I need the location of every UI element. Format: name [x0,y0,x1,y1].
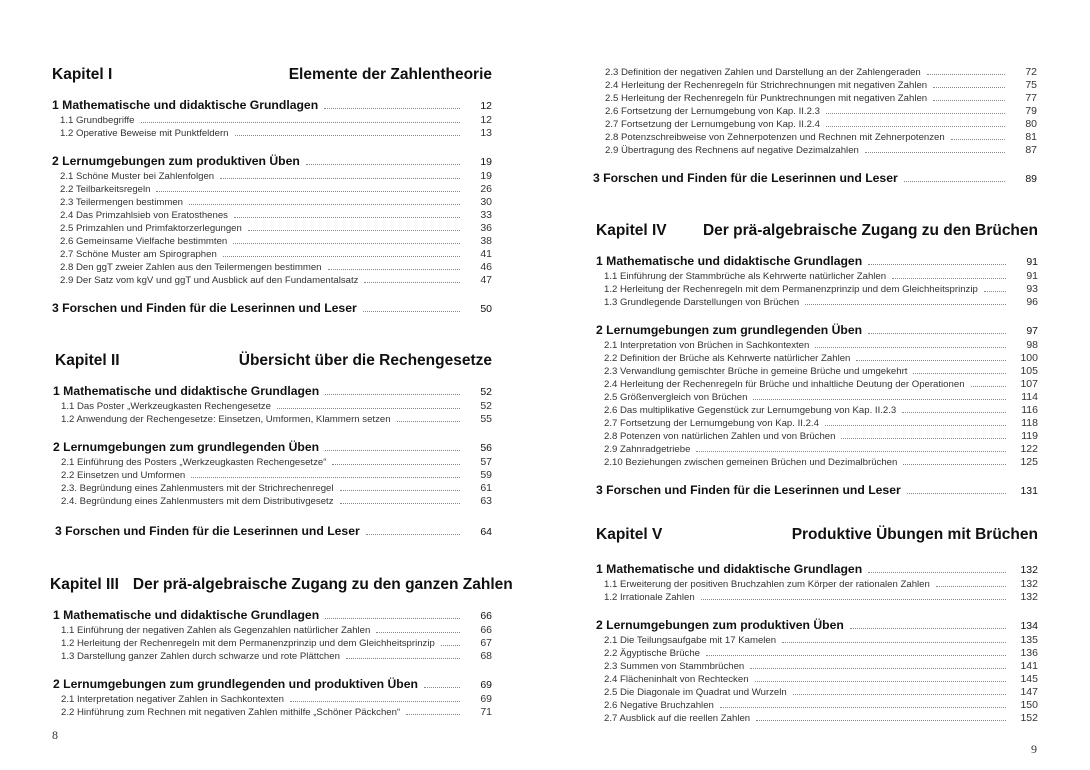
chapter-heading [596,222,1038,240]
chapter-title: Produktive Übungen mit Brüchen [791,526,1038,543]
toc-section-entry[interactable]: 1 Mathematische und didaktische Grundlagen 12 [52,98,492,112]
toc-section [52,154,492,287]
toc-entry[interactable]: 2.3 Summen von Stammbrüchen 141 [604,660,1038,672]
chapter-4 [596,222,1038,511]
toc-section [596,618,1038,725]
page-ref: 12 [480,114,492,126]
page-ref: 13 [480,127,492,139]
toc-entry[interactable]: 2.6 Fortsetzung der Lernumgebung von Kap. II.2.3 79 [605,105,1037,117]
toc-section-entry[interactable]: 2 Lernumgebungen zum grundlegenden Üben 56 [53,440,492,454]
toc-section [55,524,492,540]
chapter-label: Kapitel I [52,66,113,83]
toc-section-entry[interactable]: 1 Mathematische und didaktische Grundlagen 52 [53,384,492,398]
toc-page-right [545,0,1090,770]
toc-section [53,440,492,508]
toc-section-entry[interactable]: 3 Forschen und Finden für die Leserinnen und Leser 89 [593,171,1037,185]
toc-entry[interactable]: 2.1 Einführung des Posters „Werkzeugkasten Rechengesetze“ 57 [61,456,492,468]
toc-section-entry[interactable]: 1 Mathematische und didaktische Grundlagen 91 [596,254,1038,268]
toc-entry[interactable]: 1.1 Das Poster „Werkzeugkasten Rechengesetze 52 [61,400,492,412]
toc-section-entry[interactable]: 2 Lernumgebungen zum grundlegenden Üben 97 [596,323,1038,337]
toc-entry[interactable]: 2.6 Negative Bruchzahlen 150 [604,699,1038,711]
toc-entry[interactable]: 2.2 Einsetzen und Umformen 59 [61,469,492,481]
toc-section-entry[interactable]: 2 Lernumgebungen zum grundlegenden und produktiven Üben 69 [53,677,492,691]
chapter-3-continued [593,66,1037,199]
toc-entry[interactable]: 2.6 Gemeinsame Vielfache bestimmten 38 [60,235,492,247]
toc-entry[interactable]: 2.8 Den ggT zweier Zahlen aus den Teilermengen bestimmen 46 [60,261,492,273]
toc-section [53,677,492,719]
toc-entry[interactable]: 2.4 Herleitung der Rechenregeln für Strichrechnungen mit negativen Zahlen 75 [605,79,1037,91]
toc-entry[interactable]: 1.2 Operative Beweise mit Punktfeldern 13 [60,127,492,139]
toc-entry[interactable]: 2.8 Potenzen von natürlichen Zahlen und von Brüchen 119 [604,430,1038,442]
toc-section [53,608,492,663]
toc-entry[interactable]: 2.5 Größenvergleich von Brüchen 114 [604,391,1038,403]
chapter-title: Übersicht über die Rechengesetze [238,352,492,369]
chapter-label: Kapitel IV [596,222,667,239]
toc-section [52,301,492,317]
chapter-heading [55,352,492,370]
toc-entry[interactable]: 2.1 Interpretation von Brüchen in Sachkontexten 98 [604,339,1038,351]
toc-entry[interactable]: 1.3 Darstellung ganzer Zahlen durch schwarze und rote Plättchen 68 [61,650,492,662]
chapter-3 [50,576,513,731]
toc-entry[interactable]: 2.2 Definition der Brüche als Kehrwerte natürlicher Zahlen 100 [604,352,1038,364]
chapter-5 [596,526,1038,737]
toc-entry[interactable]: 2.2 Teilbarkeitsregeln 26 [60,183,492,195]
toc-entry[interactable]: 2.7 Schöne Muster am Spirographen 41 [60,248,492,260]
toc-entry[interactable]: 2.3 Verwandlung gemischter Brüche in gemeine Brüche und umgekehrt 105 [604,365,1038,377]
toc-entry[interactable]: 2.1 Die Teilungsaufgabe mit 17 Kamelen 135 [604,634,1038,646]
toc-section [52,98,492,140]
chapter-heading [596,526,1038,544]
toc-entry[interactable]: 2.1 Interpretation negativer Zahlen in Sachkontexten 69 [61,693,492,705]
toc-section [597,66,1037,157]
page-ref: 19 [480,156,492,168]
toc-entry[interactable]: 2.9 Der Satz vom kgV und ggT und Ausblick auf den Fundamentalsatz 47 [60,274,492,286]
toc-entry[interactable]: 2.8 Potenzschreibweise von Zehnerpotenzen und Rechnen mit Zehnerpotenzen 81 [605,131,1037,143]
chapter-title: Elemente der Zahlentheorie [288,66,492,83]
chapter-label: Kapitel II [55,352,120,369]
chapter-title: Der prä-algebraische Zugang zu den ganzen Zahlen [132,576,513,593]
toc-entry[interactable]: 1.1 Grundbegriffe 12 [60,114,492,126]
toc-entry[interactable]: 2.9 Übertragung des Rechnens auf negative Dezimalzahlen 87 [605,144,1037,156]
toc-section-entry[interactable]: 3 Forschen und Finden für die Leserinnen und Leser 64 [55,524,492,538]
chapter-label: Kapitel III [50,576,119,593]
toc-entry[interactable]: 2.4 Flächeninhalt von Rechtecken 145 [604,673,1038,685]
toc-entry[interactable]: 2.3. Begründung eines Zahlenmusters mit der Strichrechenregel 61 [61,482,492,494]
toc-entry[interactable]: 2.9 Zahnradgetriebe 122 [604,443,1038,455]
toc-entry[interactable]: 2.2 Ägyptische Brüche 136 [604,647,1038,659]
toc-section [596,562,1038,604]
page-number-right: 9 [1031,742,1037,756]
toc-entry[interactable]: 2.5 Primzahlen und Primfaktorzerlegungen 36 [60,222,492,234]
toc-entry[interactable]: 1.2 Anwendung der Rechengesetze: Einsetzen, Umformen, Klammern setzen 55 [61,413,492,425]
toc-entry[interactable]: 1.1 Erweiterung der positiven Bruchzahlen zum Körper der rationalen Zahlen 132 [604,578,1038,590]
toc-entry[interactable]: 2.7 Fortsetzung der Lernumgebung von Kap. II.2.4 80 [605,118,1037,130]
chapter-heading [52,66,492,84]
toc-entry[interactable]: 1.2 Herleitung der Rechenregeln mit dem Permanenzprinzip und dem Gleichheitsprinzip 67 [61,637,492,649]
toc-section-entry[interactable]: 3 Forschen und Finden für die Leserinnen und Leser 131 [596,483,1038,497]
toc-entry[interactable]: 2.2 Hinführung zum Rechnen mit negativen Zahlen mithilfe „Schöner Päckchen“ 71 [61,706,492,718]
toc-section [53,384,492,426]
toc-entry[interactable]: 2.7 Fortsetzung der Lernumgebung von Kap. II.2.4 118 [604,417,1038,429]
toc-entry[interactable]: 1.2 Herleitung der Rechenregeln mit dem Permanenzprinzip und dem Gleichheitsprinzip 93 [604,283,1038,295]
toc-entry[interactable]: 2.5 Herleitung der Rechenregeln für Punktrechnungen mit negativen Zahlen 77 [605,92,1037,104]
toc-entry[interactable]: 2.4. Begründung eines Zahlenmusters mit dem Distributivgesetz 63 [61,495,492,507]
toc-entry[interactable]: 2.7 Ausblick auf die reellen Zahlen 152 [604,712,1038,724]
toc-section-entry[interactable]: 1 Mathematische und didaktische Grundlagen 66 [53,608,492,622]
toc-section [596,483,1038,499]
page-number-left: 8 [52,728,58,742]
toc-entry[interactable]: 2.4 Herleitung der Rechenregeln für Brüche und inhaltliche Deutung der Operationen 107 [604,378,1038,390]
toc-entry[interactable]: 2.3 Teilermengen bestimmen 30 [60,196,492,208]
toc-section [593,171,1037,187]
chapter-heading [50,576,513,594]
toc-entry[interactable]: 2.4 Das Primzahlsieb von Eratosthenes 33 [60,209,492,221]
page-ref: 12 [480,100,492,112]
toc-entry[interactable]: 1.2 Irrationale Zahlen 132 [604,591,1038,603]
toc-section-entry[interactable]: 2 Lernumgebungen zum produktiven Üben 19 [52,154,492,168]
toc-entry[interactable]: 2.3 Definition der negativen Zahlen und Darstellung an der Zahlengeraden 72 [605,66,1037,78]
toc-section [596,254,1038,309]
toc-entry[interactable]: 2.5 Die Diagonale im Quadrat und Wurzeln 147 [604,686,1038,698]
chapter-2 [55,352,492,552]
toc-entry[interactable]: 2.6 Das multiplikative Gegenstück zur Lernumgebung von Kap. II.2.3 116 [604,404,1038,416]
toc-entry[interactable]: 1.3 Grundlegende Darstellungen von Brüchen 96 [604,296,1038,308]
chapter-label: Kapitel V [596,526,663,543]
toc-entry[interactable]: 2.1 Schöne Muster bei Zahlenfolgen 19 [60,170,492,182]
toc-entry[interactable]: 1.1 Einführung der negativen Zahlen als Gegenzahlen natürlicher Zahlen 66 [61,624,492,636]
toc-section-entry[interactable]: 2 Lernumgebungen zum produktiven Üben 134 [596,618,1038,632]
chapter-title: Der prä-algebraische Zugang zu den Brüchen [702,222,1038,239]
leader-dots [324,108,460,109]
toc-entry[interactable]: 2.10 Beziehungen zwischen gemeinen Brüchen und Dezimalbrüchen 125 [604,456,1038,468]
toc-section-entry[interactable]: 3 Forschen und Finden für die Leserinnen und Leser 50 [52,301,492,315]
chapter-1 [52,66,492,329]
toc-section [596,323,1038,469]
toc-entry[interactable]: 1.1 Einführung der Stammbrüche als Kehrwerte natürlicher Zahlen 91 [604,270,1038,282]
toc-section-entry[interactable]: 1 Mathematische und didaktische Grundlagen 132 [596,562,1038,576]
